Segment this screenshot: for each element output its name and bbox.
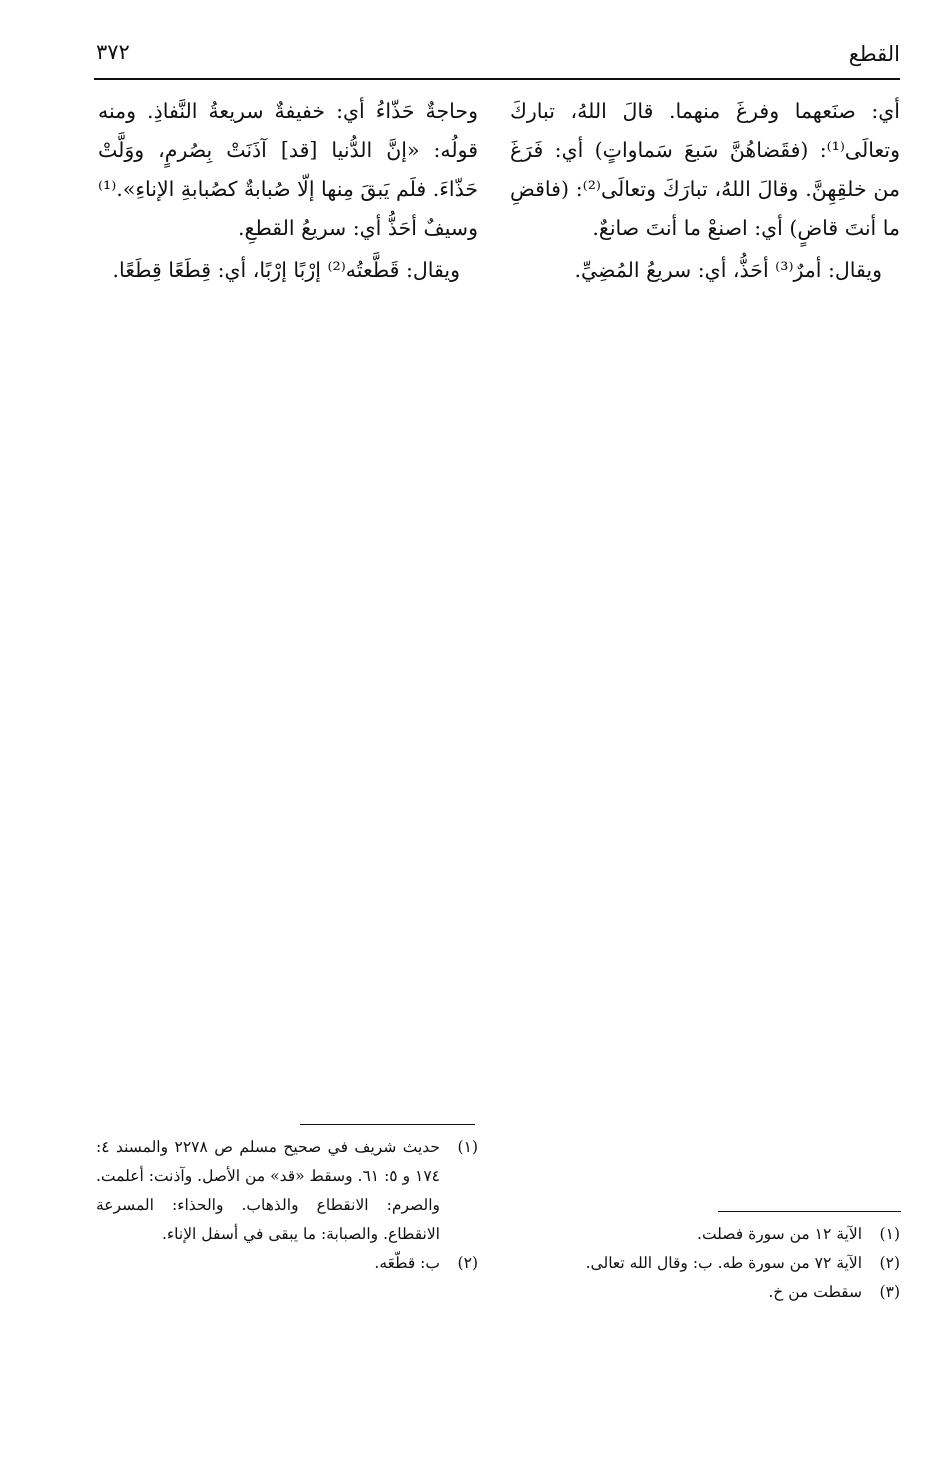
footnote-item (510, 1278, 900, 1307)
footnote-text: الآية ٧٢ من سورة طه. ب: وقال الله تعالى. (585, 1254, 862, 1272)
footnote-item (510, 1220, 900, 1249)
footnotes-right-column (510, 1220, 900, 1307)
body-paragraph: ويقال: أمرٌ⁽³⁾ أحَذُّ، أي: سريعُ المُضِيِّ. (574, 258, 882, 282)
page-number: ٣٧٢ (96, 40, 130, 64)
footnote-text: الآية ١٢ من سورة فصلت. (697, 1225, 862, 1243)
body-paragraph: وحاجةٌ حَذّاءُ أي: خفيفةٌ سريعةُ النَّفاذِ. ومنه قولُه: «إنَّ الدُّنيا [قد] آذَنَتْ بِصُرمٍ، ووَلَّتْ حَذّاءَ. فلَم يَبقَ مِنها إلّا صُبابةٌ كصُبابةِ الإناءِ».⁽¹⁾ وسيفٌ أحَذُّ أي: سريعُ القطعِ. (98, 99, 478, 240)
footnote-item (510, 1249, 900, 1278)
footnote-item (96, 1249, 478, 1278)
footnote-item (96, 1133, 478, 1249)
footnote-text: ب: قطّعَه. (374, 1254, 440, 1272)
footnote-number: (٢) (457, 1254, 478, 1272)
footnote-number: (٢) (879, 1254, 900, 1272)
footnotes-left-column (96, 1133, 478, 1278)
left-text-column (98, 92, 478, 293)
footnote-number: (١) (879, 1225, 900, 1243)
header-divider (94, 78, 900, 80)
body-paragraph: أي: صنَعهما وفرغَ منهما. قالَ اللهُ، تباركَ وتعالَى⁽¹⁾: (فقَضاهُنَّ سَبعَ سَماواتٍ) أي: فَرَغَ من خلقِهِنَّ. وقالَ اللهُ، تبارَكَ وتعالَى⁽²⁾: (فاقضِ ما أنتَ قاضٍ) أي: اصنعْ ما أنتَ صانعٌ. (510, 99, 900, 240)
right-text-column (510, 92, 900, 293)
footnote-number: (١) (457, 1138, 478, 1156)
footnote-number: (٣) (879, 1283, 900, 1301)
footnote-divider (718, 1211, 901, 1212)
footnote-text: حديث شريف في صحيح مسلم ص ٢٢٧٨ والمسند ٤: ١٧٤ و ٥: ٦١. وسقط «قد» من الأصل. وآذنت: أعلمت. والصرم: الانقطاع والذهاب. والحذاء: المسرعة الانقطاع. والصبابة: ما يبقى في أسفل الإناء. (96, 1138, 440, 1243)
footnote-divider (300, 1124, 475, 1125)
body-paragraph: ويقال: قَطَّعتُه⁽²⁾ إرْبًا إرْبًا، أي: قِطَعًا قِطَعًا. (112, 258, 460, 282)
footnote-text: سقطت من خ. (768, 1283, 862, 1301)
running-header-title: القطع (848, 42, 900, 66)
